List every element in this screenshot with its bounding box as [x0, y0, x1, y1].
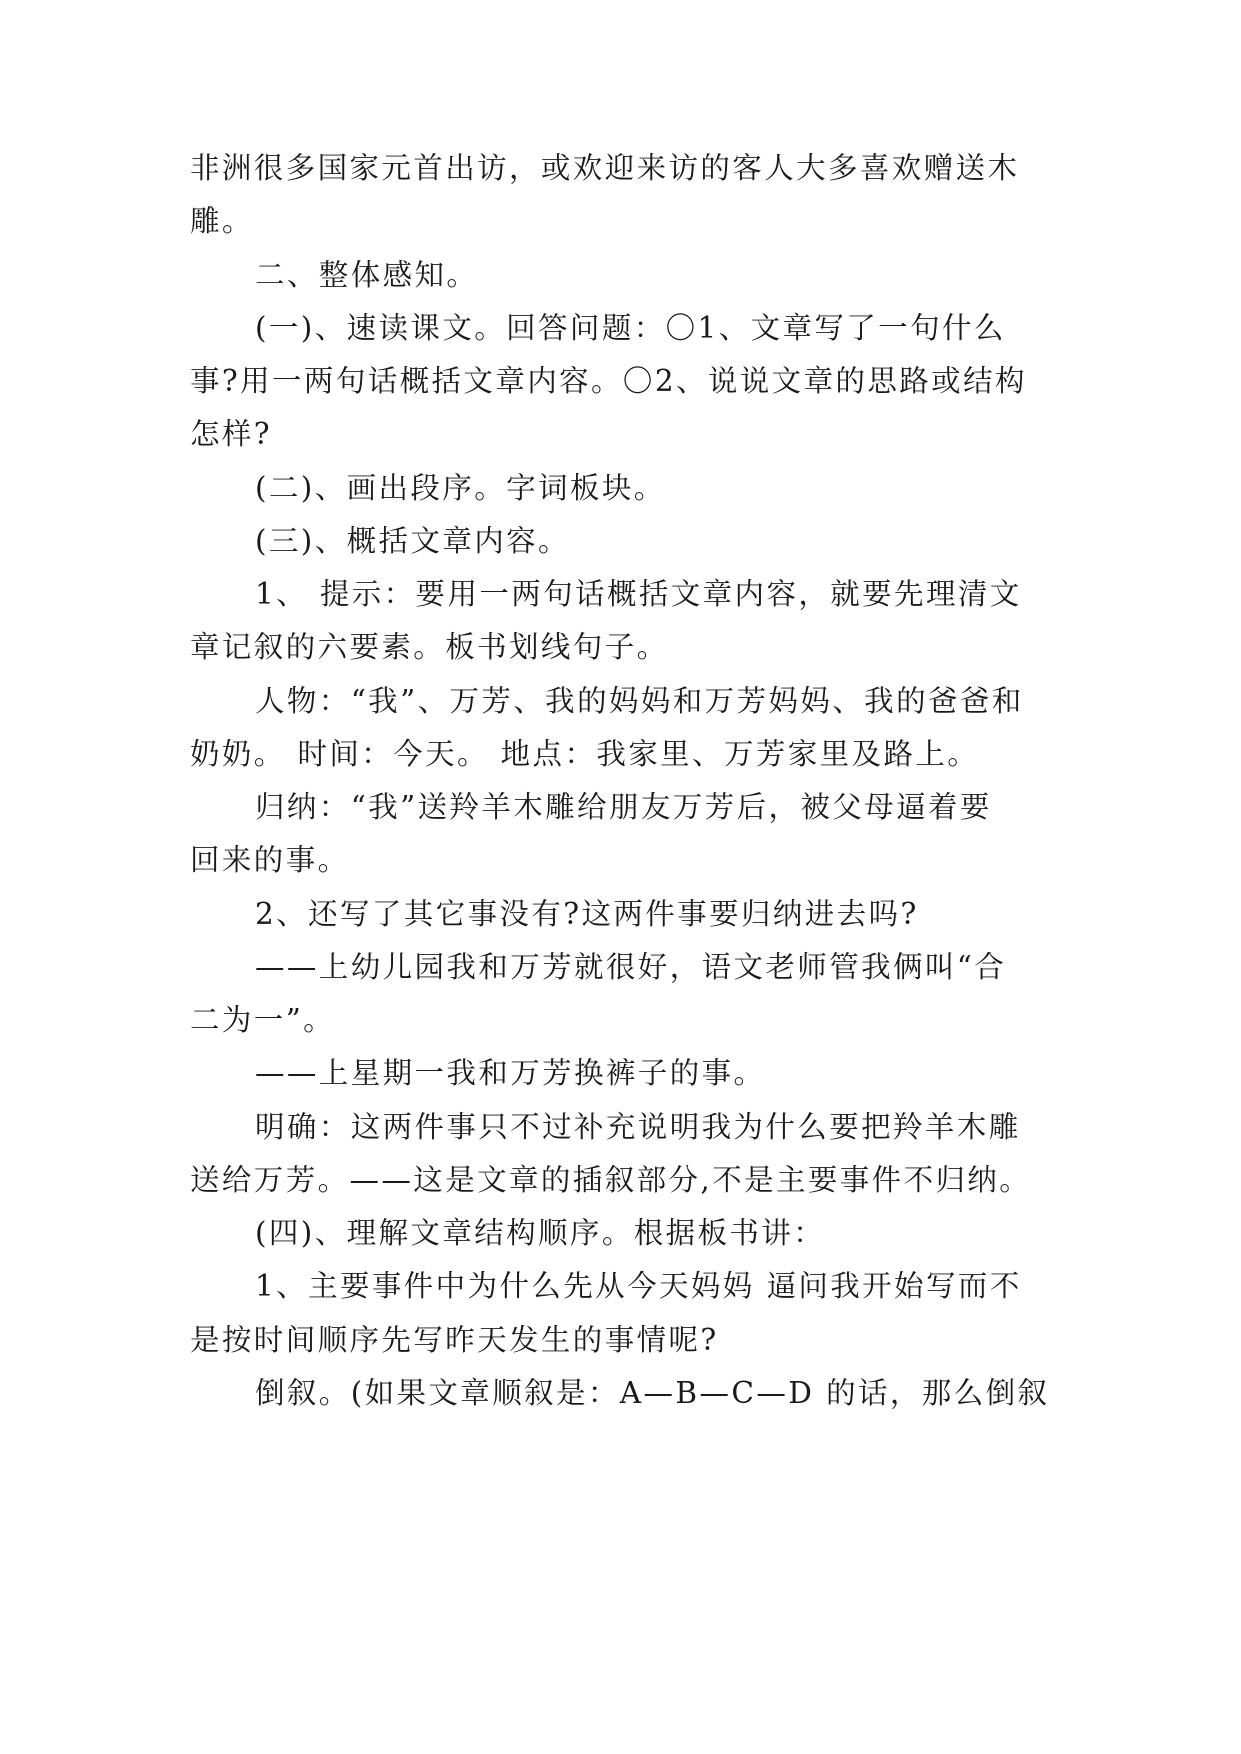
text-line: 事?用一两句话概括文章内容。〇2、说说文章的思路或结构	[190, 364, 1027, 398]
subsection-heading: (三)、概括文章内容。	[255, 524, 570, 558]
text-line: 送给万芳。——这是文章的插叙部分,不是主要事件不归纳。	[190, 1163, 1032, 1197]
text-line: 雕。	[190, 204, 254, 238]
text-line: 明确：这两件事只不过补充说明我为什么要把羚羊木雕	[255, 1110, 1021, 1144]
text-line: 归纳：“我”送羚羊木雕给朋友万芳后，被父母逼着要	[255, 790, 992, 824]
text-line: 奶奶。 时间：今天。 地点：我家里、万芳家里及路上。	[190, 737, 980, 771]
text-line: 回来的事。	[190, 843, 350, 877]
text-line: 2、还写了其它事没有?这两件事要归纳进去吗?	[255, 897, 919, 931]
section-heading: 二、整体感知。	[255, 258, 479, 292]
text-line: 是按时间顺序先写昨天发生的事情呢?	[190, 1323, 719, 1357]
text-line: 非洲很多国家元首出访，或欢迎来访的客人大多喜欢赠送木	[190, 151, 1020, 185]
text-line: 1、主要事件中为什么先从今天妈妈 逼问我开始写而不	[255, 1269, 1022, 1303]
text-line: 二为一”。	[190, 1003, 336, 1037]
text-line: 1、 提示：要用一两句话概括文章内容，就要先理清文	[255, 577, 1022, 611]
text-line: 倒叙。(如果文章顺叙是：A—B—C—D 的话，那么倒叙	[255, 1376, 1050, 1410]
subsection-heading: (二)、画出段序。字词板块。	[255, 471, 666, 505]
text-line: 章记叙的六要素。板书划线句子。	[190, 630, 669, 664]
text-line: 人物：“我”、万芳、我的妈妈和万芳妈妈、我的爸爸和	[255, 684, 1024, 718]
text-line: ——上星期一我和万芳换裤子的事。	[255, 1056, 766, 1090]
text-line: 怎样?	[190, 417, 273, 451]
subsection-heading: (一)、速读课文。回答问题：〇1、文章写了一句什么	[255, 311, 1006, 345]
text-line: ——上幼儿园我和万芳就很好，语文老师管我俩叫“合	[255, 950, 1007, 984]
subsection-heading: (四)、理解文章结构顺序。根据板书讲：	[255, 1216, 826, 1250]
